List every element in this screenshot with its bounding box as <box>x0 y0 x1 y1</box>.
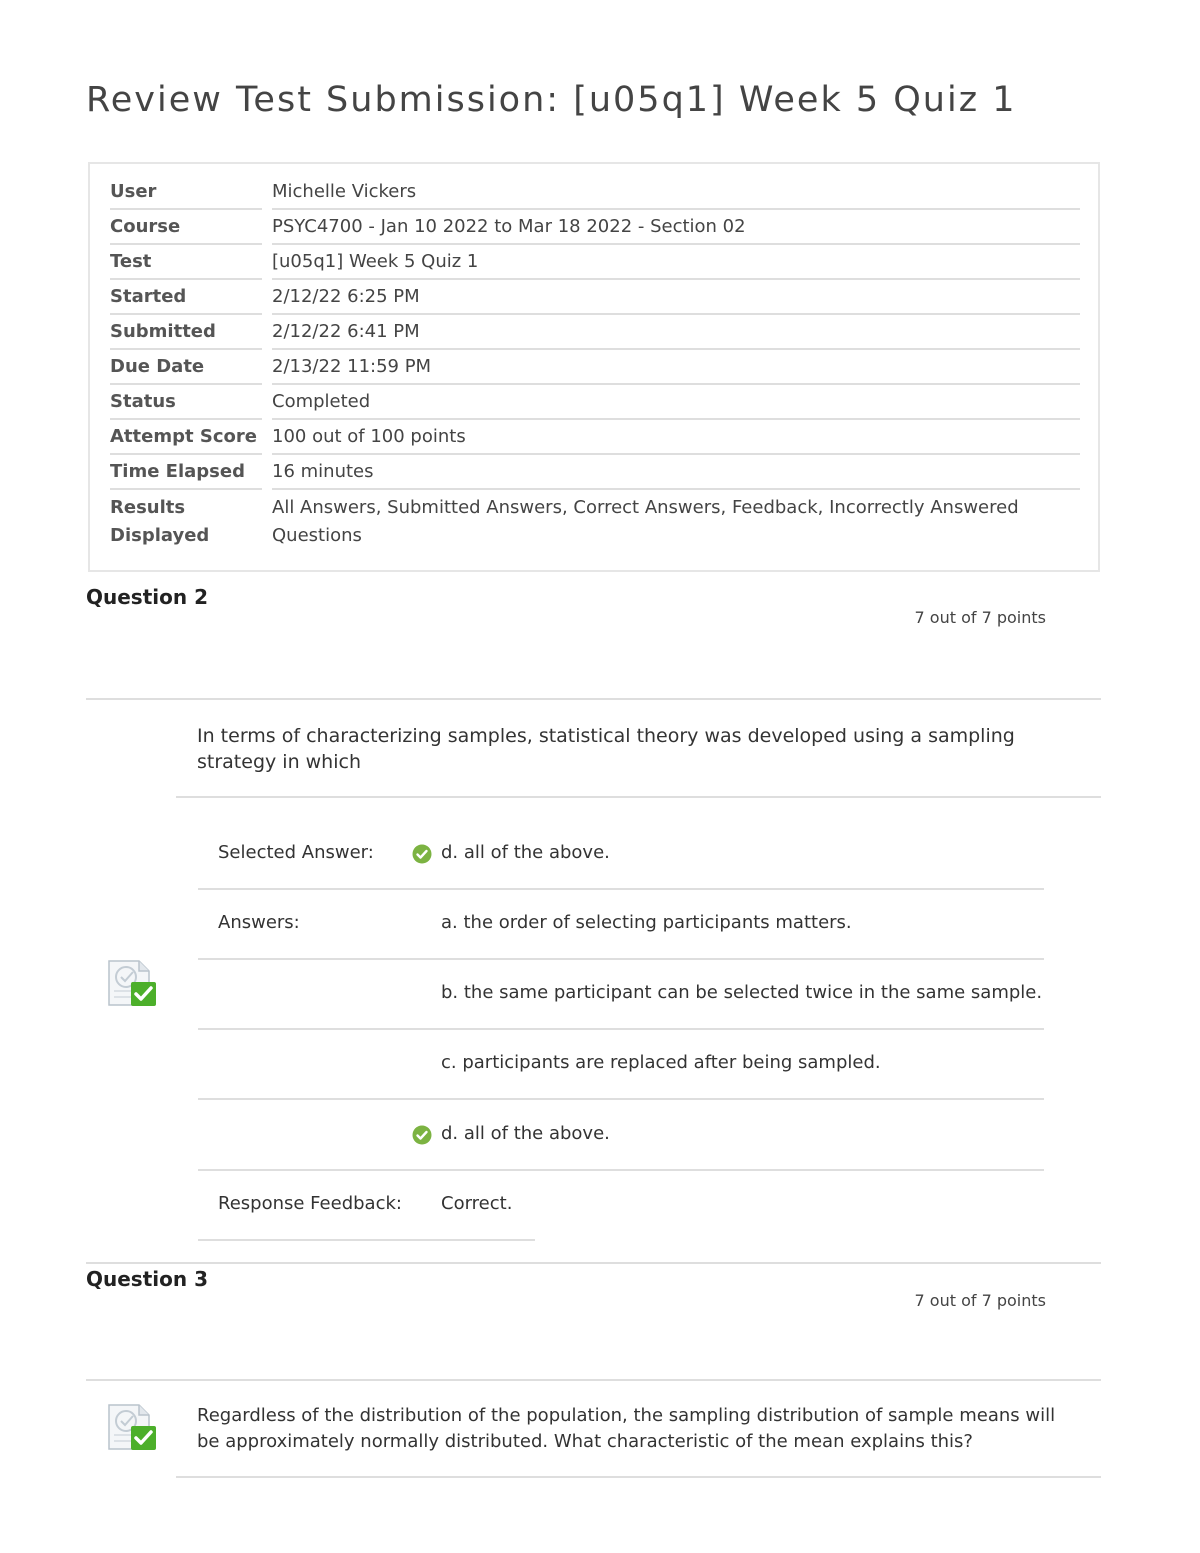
submission-info-table <box>88 162 1100 572</box>
question-divider <box>86 1379 1101 1381</box>
info-label: Status <box>110 390 262 420</box>
info-label: User <box>110 180 262 210</box>
info-value: [u05q1] Week 5 Quiz 1 <box>272 250 1080 280</box>
graded-correct-icon <box>106 957 158 1009</box>
info-label: Test <box>110 250 262 280</box>
question-text-divider <box>176 1476 1101 1478</box>
question-title: Question 2 <box>86 585 208 609</box>
info-value: 100 out of 100 points <box>272 425 1080 455</box>
response-feedback-text: Correct. <box>441 1193 513 1214</box>
question-text-divider <box>176 796 1101 798</box>
selected-answer-row <box>198 818 1044 890</box>
answer-row-correct <box>198 1099 1044 1171</box>
answer-row <box>198 958 1044 1030</box>
check-circle-icon <box>412 844 432 868</box>
selected-answer-text: d. all of the above. <box>441 842 610 863</box>
question-divider <box>86 1262 1101 1264</box>
answer-option: c. participants are replaced after being sampled. <box>441 1052 881 1073</box>
info-value: 2/12/22 6:25 PM <box>272 285 1080 315</box>
answer-row <box>198 888 1044 960</box>
feedback-row <box>198 1169 535 1241</box>
info-label: Course <box>110 215 262 245</box>
question-text: Regardless of the distribution of the population, the sampling distribution of sample means will be approximately normally distributed. What characteristic of the mean explains this? <box>197 1405 1056 1452</box>
selected-answer-label: Selected Answer: <box>218 842 374 863</box>
check-circle-icon <box>412 1125 432 1149</box>
response-feedback-label: Response Feedback: <box>218 1193 402 1214</box>
info-label: Attempt Score <box>110 425 262 455</box>
info-value: PSYC4700 - Jan 10 2022 to Mar 18 2022 - Section 02 <box>272 215 1080 245</box>
info-label: Time Elapsed <box>110 460 262 490</box>
question-divider <box>86 698 1101 700</box>
question-title: Question 3 <box>86 1267 208 1291</box>
info-value: 16 minutes <box>272 460 1080 490</box>
info-label: Results Displayed <box>110 497 210 546</box>
info-value: All Answers, Submitted Answers, Correct Answers, Feedback, Incorrectly Answered Questions <box>272 497 1019 546</box>
question-points: 7 out of 7 points <box>914 608 1046 627</box>
info-value: 2/12/22 6:41 PM <box>272 320 1080 350</box>
answer-option: b. the same participant can be selected twice in the same sample. <box>441 982 1043 1003</box>
question-points: 7 out of 7 points <box>914 1291 1046 1310</box>
answer-option: d. all of the above. <box>441 1123 610 1144</box>
question-text: In terms of characterizing samples, statistical theory was developed using a sampling strategy in which <box>197 725 1015 773</box>
info-value: Michelle Vickers <box>272 180 1080 210</box>
info-value: Completed <box>272 390 1080 420</box>
page-title: Review Test Submission: [u05q1] Week 5 Quiz 1 <box>86 80 1017 120</box>
info-label: Due Date <box>110 355 262 385</box>
answers-label: Answers: <box>218 912 300 933</box>
info-label: Started <box>110 285 262 315</box>
answer-option: a. the order of selecting participants matters. <box>441 912 852 933</box>
info-value: 2/13/22 11:59 PM <box>272 355 1080 385</box>
answer-row <box>198 1028 1044 1100</box>
info-label: Submitted <box>110 320 262 350</box>
graded-correct-icon <box>106 1401 158 1453</box>
